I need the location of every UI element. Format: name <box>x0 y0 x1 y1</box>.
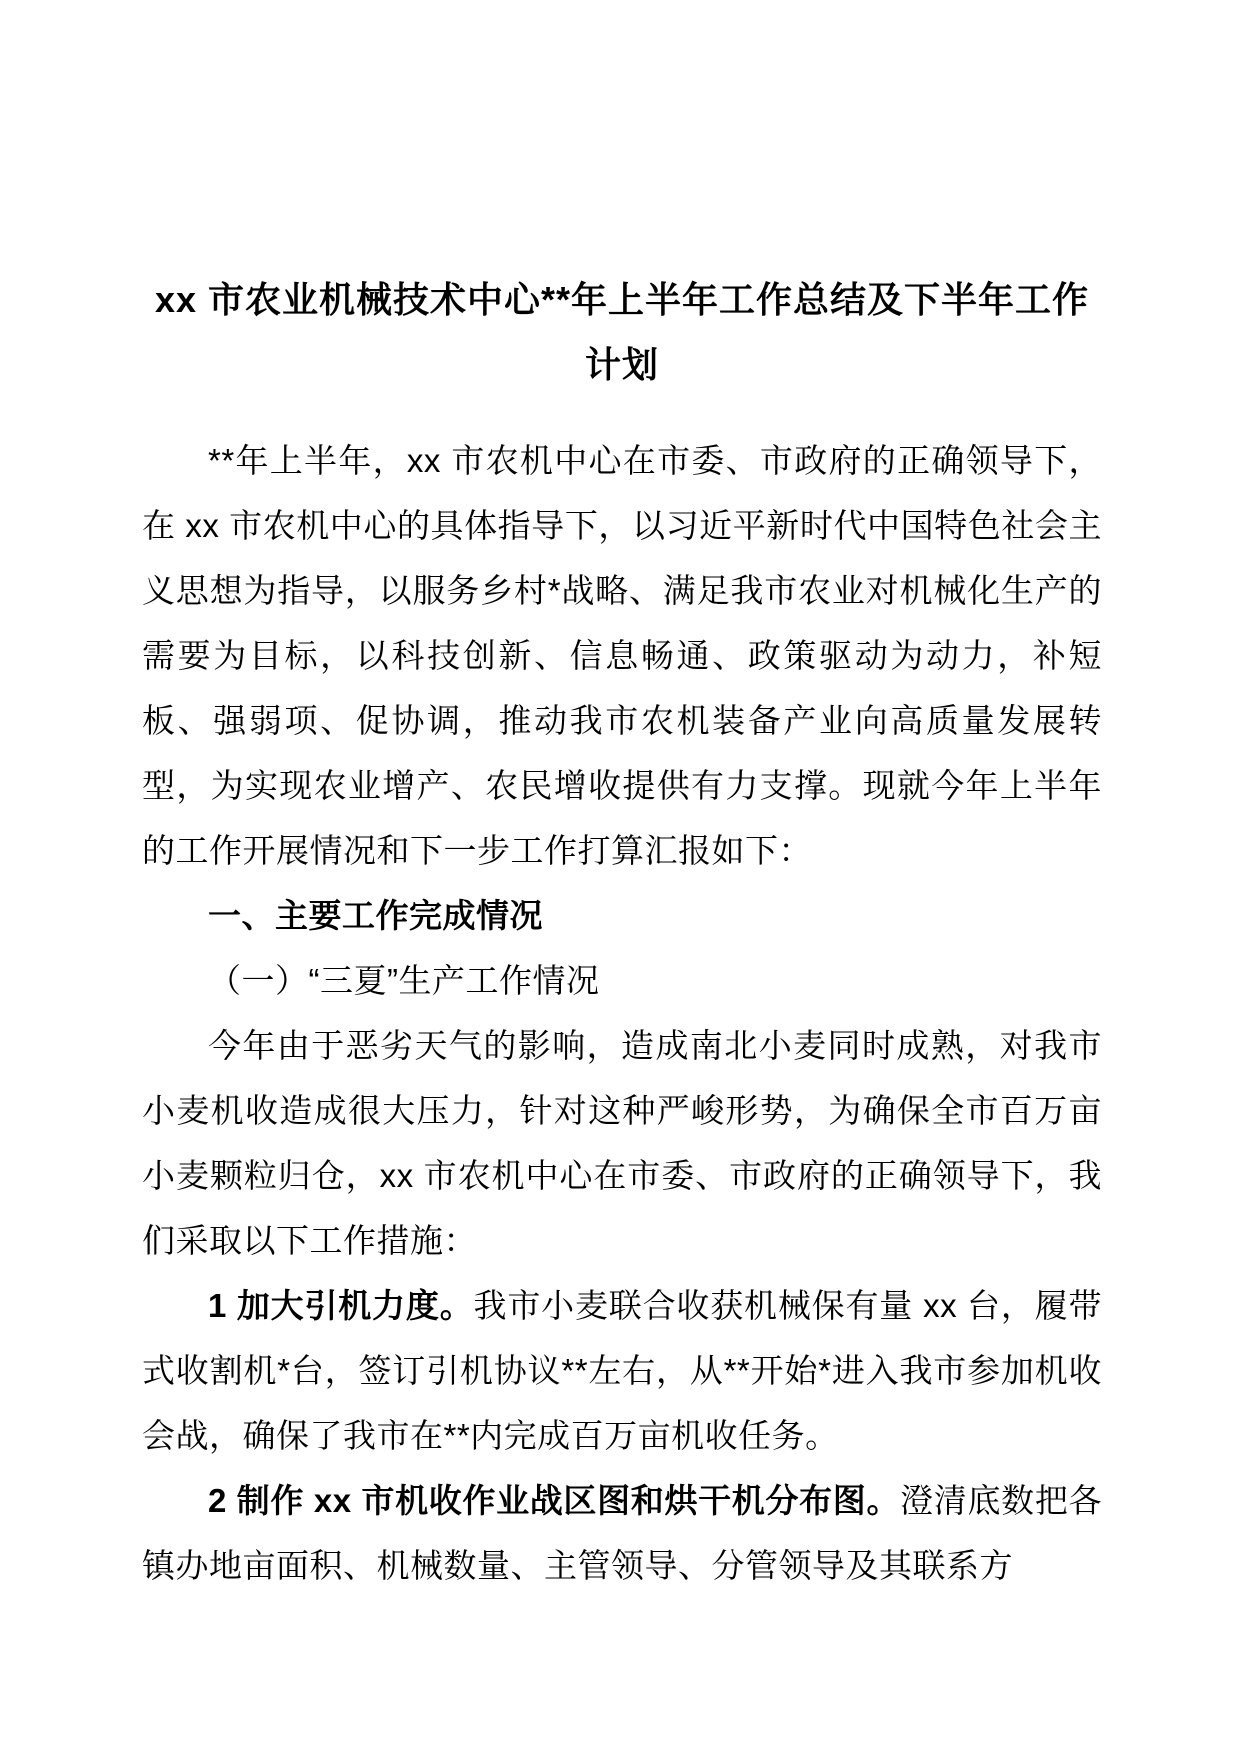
document-body <box>142 428 1102 1598</box>
paragraph: 1 加大引机力度。我市小麦联合收获机械保有量 xx 台，履带式收割机*台，签订引机协议**左右，从**开始*进入我市参加机收会战，确保了我市在**内完成百万亩机收任务。 <box>142 1287 1102 1454</box>
paragraph: 今年由于恶劣天气的影响，造成南北小麦同时成熟，对我市小麦机收造成很大压力，针对这种严峻形势，为确保全市百万亩小麦颗粒归仓，xx 市农机中心在市委、市政府的正确领导下，我们采取以下工作措施： <box>142 1027 1102 1259</box>
paragraph: **年上半年，xx 市农机中心在市委、市政府的正确领导下，在 xx 市农机中心的具体指导下，以习近平新时代中国特色社会主义思想为指导，以服务乡村*战略、满足我市农业对机械化生产的需要为目标，以科技创新、信息畅通、政策驱动为动力，补短板、强弱项、促协调，推动我市农机装备产业向高质量发展转型，为实现农业增产、农民增收提供有力支撑。现就今年上半年的工作开展情况和下一步工作打算汇报如下： <box>142 442 1102 869</box>
paragraph-lead: 2 制作 xx 市机收作业战区图和烘干机分布图。 <box>208 1482 901 1519</box>
document-title: xx 市农业机械技术中心**年上半年工作总结及下半年工作计划 <box>154 279 1090 385</box>
section-heading: 一、主要工作完成情况 <box>208 897 543 934</box>
subsection-heading: （一）“三夏”生产工作情况 <box>208 962 600 999</box>
paragraph: 2 制作 xx 市机收作业战区图和烘干机分布图。澄清底数把各镇办地亩面积、机械数量、主管领导、分管领导及其联系方 <box>142 1482 1102 1584</box>
paragraph-lead: 1 加大引机力度。 <box>208 1287 474 1324</box>
